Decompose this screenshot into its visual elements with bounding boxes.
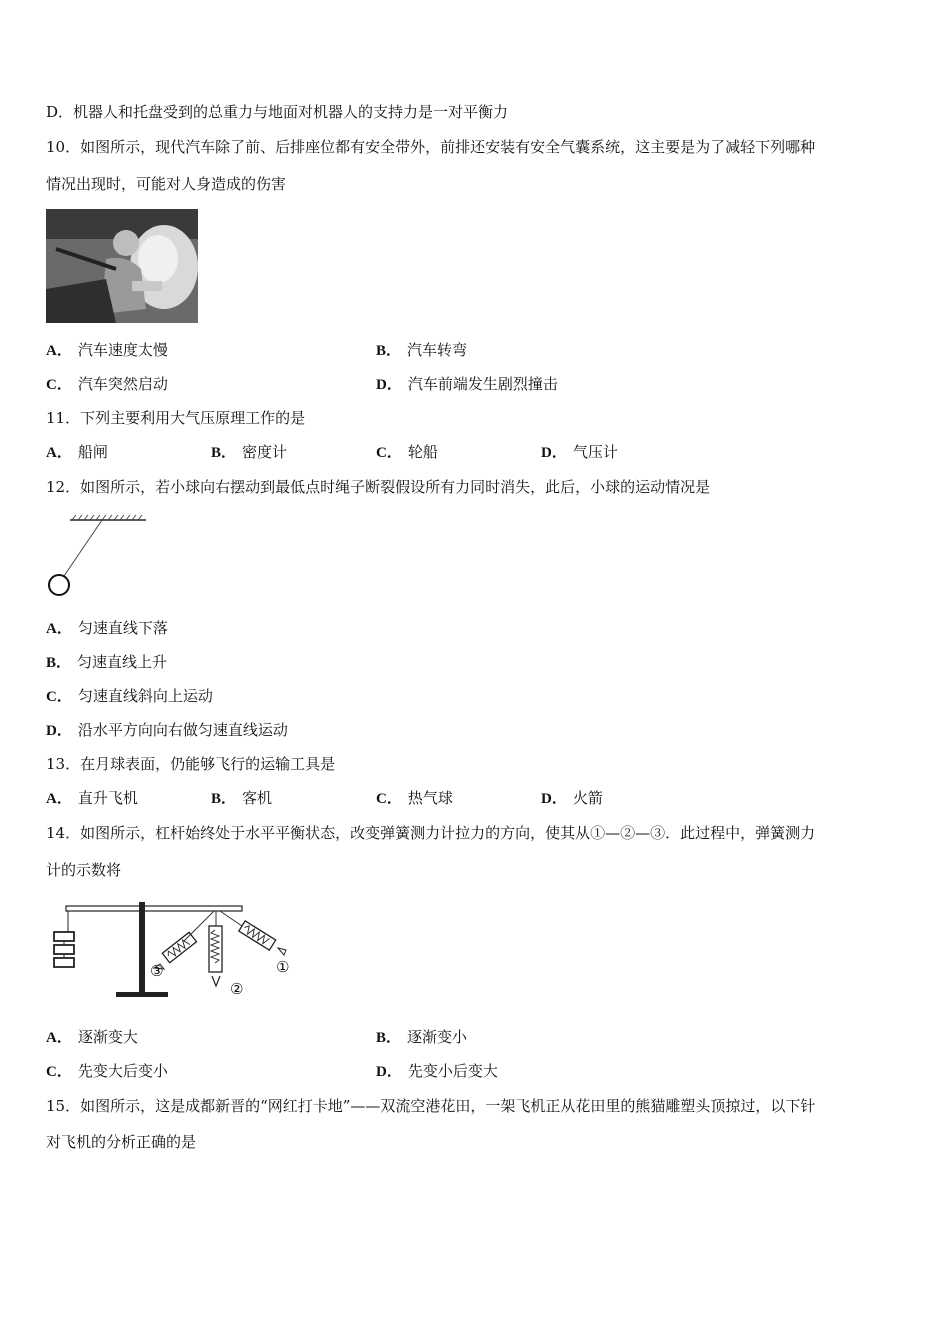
q13-stem: 13．在月球表面，仍能够飞行的运输工具是 <box>46 755 336 773</box>
q10-stem-line1: 10．如图所示，现代汽车除了前、后排座位都有安全带外，前排还安装有安全气囊系统，这主要是为了减轻下列哪种 <box>46 138 816 156</box>
q10-option-c: C． 汽车突然启动 <box>46 375 168 393</box>
q12-stem: 12．如图所示，若小球向右摆动到最低点时绳子断裂假设所有力同时消失，此后，小球的运动情况是 <box>46 478 711 496</box>
q13-option-c: C． 热气球 <box>376 789 453 807</box>
q12-option-d: D． 沿水平方向向右做匀速直线运动 <box>46 721 288 739</box>
label-circle-1: ① <box>276 958 290 976</box>
pendulum-figure <box>44 512 154 602</box>
q10-option-b: B． 汽车转弯 <box>376 341 468 359</box>
q14-option-c: C． 先变大后变小 <box>46 1062 168 1080</box>
q13-option-a: A． 直升飞机 <box>46 789 138 807</box>
q13-option-b: B． 客机 <box>211 789 273 807</box>
q12-option-c: C． 匀速直线斜向上运动 <box>46 687 213 705</box>
q14-option-a: A． 逐渐变大 <box>46 1028 138 1046</box>
airbag-photo <box>46 209 198 323</box>
q14-stem-line1: 14．如图所示，杠杆始终处于水平平衡状态，改变弹簧测力计拉力的方向，使其从①—②—③．此过程中，弹簧测力 <box>46 824 816 842</box>
q12-option-b: B． 匀速直线上升 <box>46 653 168 671</box>
q11-stem: 11．下列主要利用大气压原理工作的是 <box>46 409 306 427</box>
q11-option-c: C． 轮船 <box>376 443 438 461</box>
q10-option-a: A． 汽车速度太慢 <box>46 341 168 359</box>
q12-option-a: A． 匀速直线下落 <box>46 619 168 637</box>
q15-stem-line1: 15．如图所示，这是成都新晋的“网红打卡地”——双流空港花田，一架飞机正从花田里的熊猫雕塑头顶掠过，以下针 <box>46 1097 816 1115</box>
q10-option-d: D． 汽车前端发生剧烈撞击 <box>376 375 558 393</box>
lever-figure <box>44 896 304 1004</box>
q14-option-d: D． 先变小后变大 <box>376 1062 498 1080</box>
q10-stem-line2: 情况出现时，可能对人身造成的伤害 <box>46 175 287 193</box>
label-circle-3: ③ <box>150 962 164 980</box>
q14-stem-line2: 计的示数将 <box>46 861 122 879</box>
q11-option-d: D． 气压计 <box>541 443 618 461</box>
label-circle-2: ② <box>230 980 244 998</box>
q11-option-b: B． 密度计 <box>211 443 288 461</box>
q15-stem-line2: 对飞机的分析正确的是 <box>46 1133 197 1151</box>
q9-option-d: D．机器人和托盘受到的总重力与地面对机器人的支持力是一对平衡力 <box>46 103 509 121</box>
q14-option-b: B． 逐渐变小 <box>376 1028 468 1046</box>
q13-option-d: D． 火箭 <box>541 789 603 807</box>
q11-option-a: A． 船闸 <box>46 443 108 461</box>
